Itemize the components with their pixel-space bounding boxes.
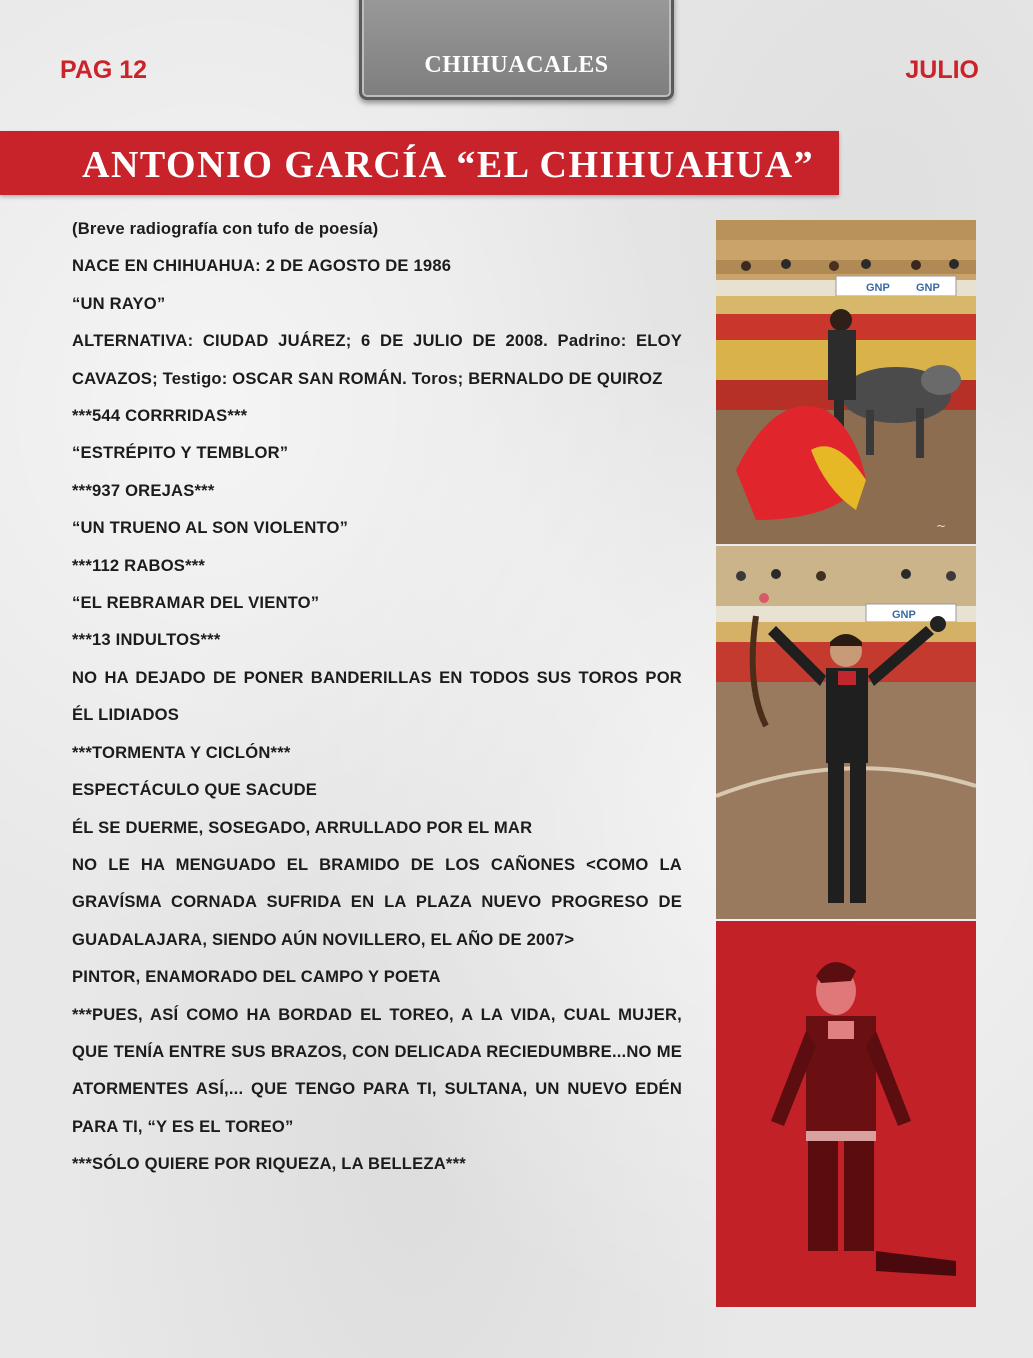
subtitle: (Breve radiografía con tufo de poesía) bbox=[72, 219, 379, 238]
section-tab bbox=[359, 0, 674, 100]
paragraph: NO LE HA MENGUADO EL BRAMIDO DE LOS CAÑONES <COMO LA GRAVÍSMA CORNADA SUFRIDA EN LA PLAZA NUEVO PROGRESO DE GUADALAJARA, SIENDO AÚN NOVILLERO, EL AÑO DE 2007> bbox=[72, 854, 682, 949]
paragraph: ***937 OREJAS*** bbox=[72, 480, 215, 500]
gnp-banner-text: GNP bbox=[866, 282, 890, 294]
photo-bullfighter-kneeling bbox=[716, 921, 976, 1307]
paragraph: ALTERNATIVA: CIUDAD JUÁREZ; 6 DE JULIO DE 2008. Padrino: ELOY CAVAZOS; Testigo: OSCAR SAN ROMÁN. Toros; BERNALDO DE QUIROZ bbox=[72, 331, 682, 388]
paragraph: “UN RAYO” bbox=[72, 293, 166, 313]
article-body bbox=[72, 210, 682, 1183]
gnp-banner-text: GNP bbox=[916, 282, 940, 294]
section-label: CHIHUACALES bbox=[424, 52, 609, 78]
paragraph: ***13 INDULTOS*** bbox=[72, 630, 221, 650]
month-label: JULIO bbox=[905, 56, 979, 84]
paragraph: ***TORMENTA Y CICLÓN*** bbox=[72, 742, 291, 762]
paragraph: ESPECTÁCULO QUE SACUDE bbox=[72, 780, 318, 800]
paragraph: ***112 RABOS*** bbox=[72, 555, 206, 575]
svg-text:~: ~ bbox=[936, 519, 947, 533]
photo-bullfighter-celebrating bbox=[716, 546, 976, 919]
photo-bullfight-cape bbox=[716, 220, 976, 544]
page-number: PAG 12 bbox=[60, 56, 148, 84]
article-title: ANTONIO GARCÍA “EL CHIHUAHUA” bbox=[82, 144, 815, 186]
paragraph: PINTOR, ENAMORADO DEL CAMPO Y POETA bbox=[72, 967, 441, 987]
paragraph: ***544 CORRRIDAS*** bbox=[72, 406, 248, 426]
paragraph: NACE EN CHIHUAHUA: 2 DE AGOSTO DE 1986 bbox=[72, 256, 452, 276]
paragraph: “ESTRÉPITO Y TEMBLOR” bbox=[72, 443, 289, 463]
paragraph: ***PUES, ASÍ COMO HA BORDAD EL TOREO, A LA VIDA, CUAL MUJER, QUE TENÍA ENTRE SUS BRAZOS, CON DELICADA RECIEDUMBRE...NO ME ATORMENTES ASÍ,... QUE TENGO PARA TI, SULTANA, UN NUEVO EDÉN PARA TI, “Y ES EL TOREO” bbox=[72, 1004, 682, 1136]
paragraph: ÉL SE DUERME, SOSEGADO, ARRULLADO POR EL MAR bbox=[72, 817, 533, 837]
paragraph: NO HA DEJADO DE PONER BANDERILLAS EN TODOS SUS TOROS POR ÉL LIDIADOS bbox=[72, 667, 682, 725]
paragraph: ***SÓLO QUIERE POR RIQUEZA, LA BELLEZA*** bbox=[72, 1154, 466, 1174]
paragraph: “UN TRUENO AL SON VIOLENTO” bbox=[72, 518, 349, 538]
title-banner bbox=[0, 131, 839, 195]
paragraph: “EL REBRAMAR DEL VIENTO” bbox=[72, 593, 320, 613]
gnp-banner-text: GNP bbox=[892, 609, 916, 621]
